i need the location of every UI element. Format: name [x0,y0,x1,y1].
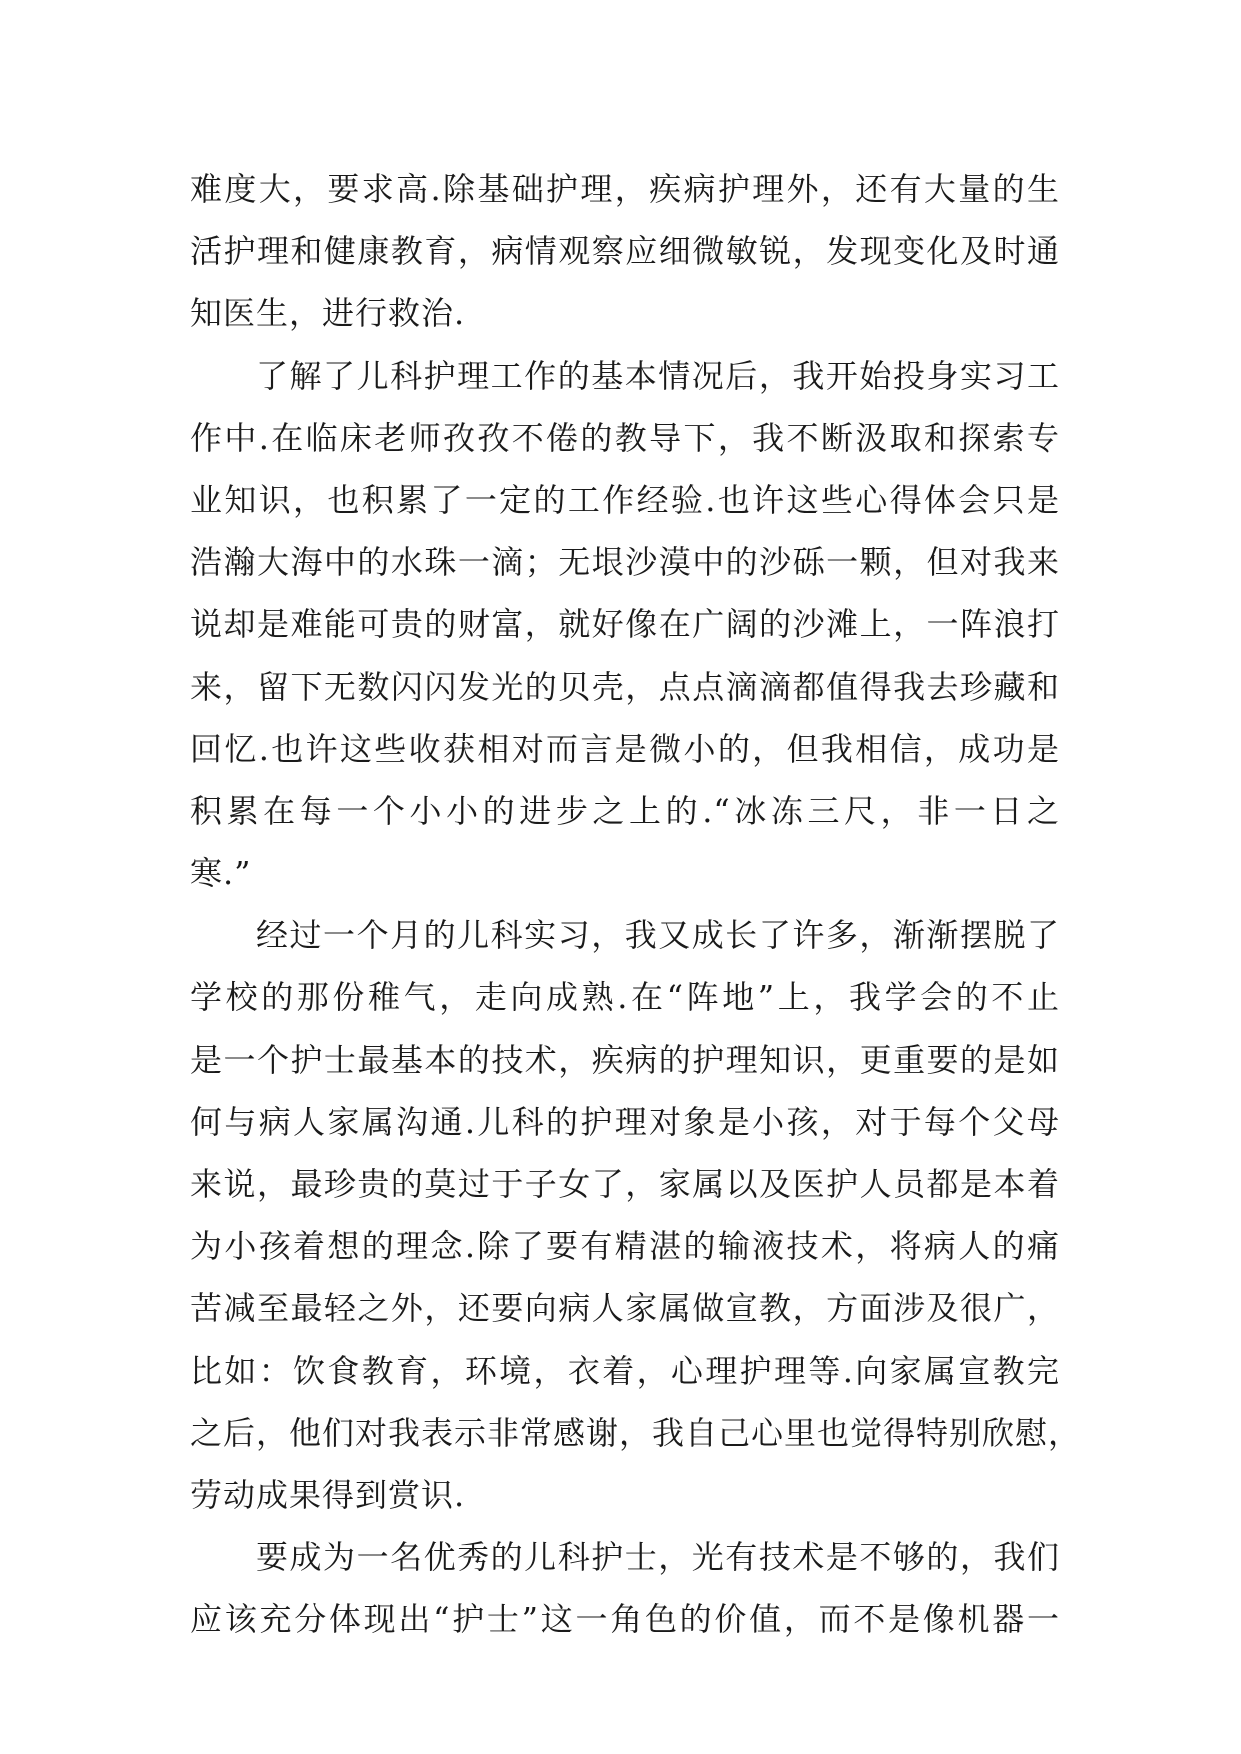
text-line: 经过一个月的儿科实习，我又成长了许多，渐渐摆脱了 [256,916,1060,955]
text-line: 为小孩着想的理念.除了要有精湛的输液技术，将病人的痛 [190,1227,1060,1266]
text-line: 活护理和健康教育，病情观察应细微敏锐，发现变化及时通 [190,232,1060,271]
text-line: 劳动成果得到赏识. [190,1475,466,1514]
text-line: 学校的那份稚气，走向成熟.在“阵地”上，我学会的不止 [190,978,1060,1017]
text-line: 之后，他们对我表示非常感谢，我自己心里也觉得特别欣慰， [190,1413,1082,1452]
text-line: 寒.” [190,854,252,893]
body-text [190,158,1082,1651]
text-line: 苦减至最轻之外，还要向病人家属做宣教，方面涉及很广， [190,1289,1060,1328]
text-line: 比如：饮食教育，环境，衣着，心理护理等.向家属宣教完 [190,1351,1060,1390]
text-line: 来说，最珍贵的莫过于子女了，家属以及医护人员都是本着 [190,1165,1060,1203]
text-line: 难度大，要求高.除基础护理，疾病护理外，还有大量的生 [190,170,1060,208]
text-line: 说却是难能可贵的财富，就好像在广阔的沙滩上，一阵浪打 [190,605,1060,644]
text-line: 业知识，也积累了一定的工作经验.也许这些心得体会只是 [190,480,1060,519]
text-line: 知医生，进行救治. [190,294,466,333]
text-line: 要成为一名优秀的儿科护士，光有技术是不够的，我们 [256,1538,1060,1577]
text-line: 回忆.也许这些收获相对而言是微小的，但我相信，成功是 [190,729,1060,768]
text-line: 作中.在临床老师孜孜不倦的教导下，我不断汲取和探索专 [190,418,1060,457]
text-line: 应该充分体现出“护士”这一角色的价值，而不是像机器一 [190,1600,1060,1639]
text-line: 了解了儿科护理工作的基本情况后，我开始投身实习工 [256,356,1060,395]
text-line: 来，留下无数闪闪发光的贝壳，点点滴滴都值得我去珍藏和 [190,667,1060,706]
text-line: 浩瀚大海中的水珠一滴；无垠沙漠中的沙砾一颗，但对我来 [190,543,1060,582]
text-line: 是一个护士最基本的技术，疾病的护理知识，更重要的是如 [190,1040,1060,1079]
text-line: 何与病人家属沟通.儿科的护理对象是小孩，对于每个父母 [190,1102,1060,1141]
text-line: 积累在每一个小小的进步之上的.“冰冻三尺，非一日之 [190,791,1060,830]
